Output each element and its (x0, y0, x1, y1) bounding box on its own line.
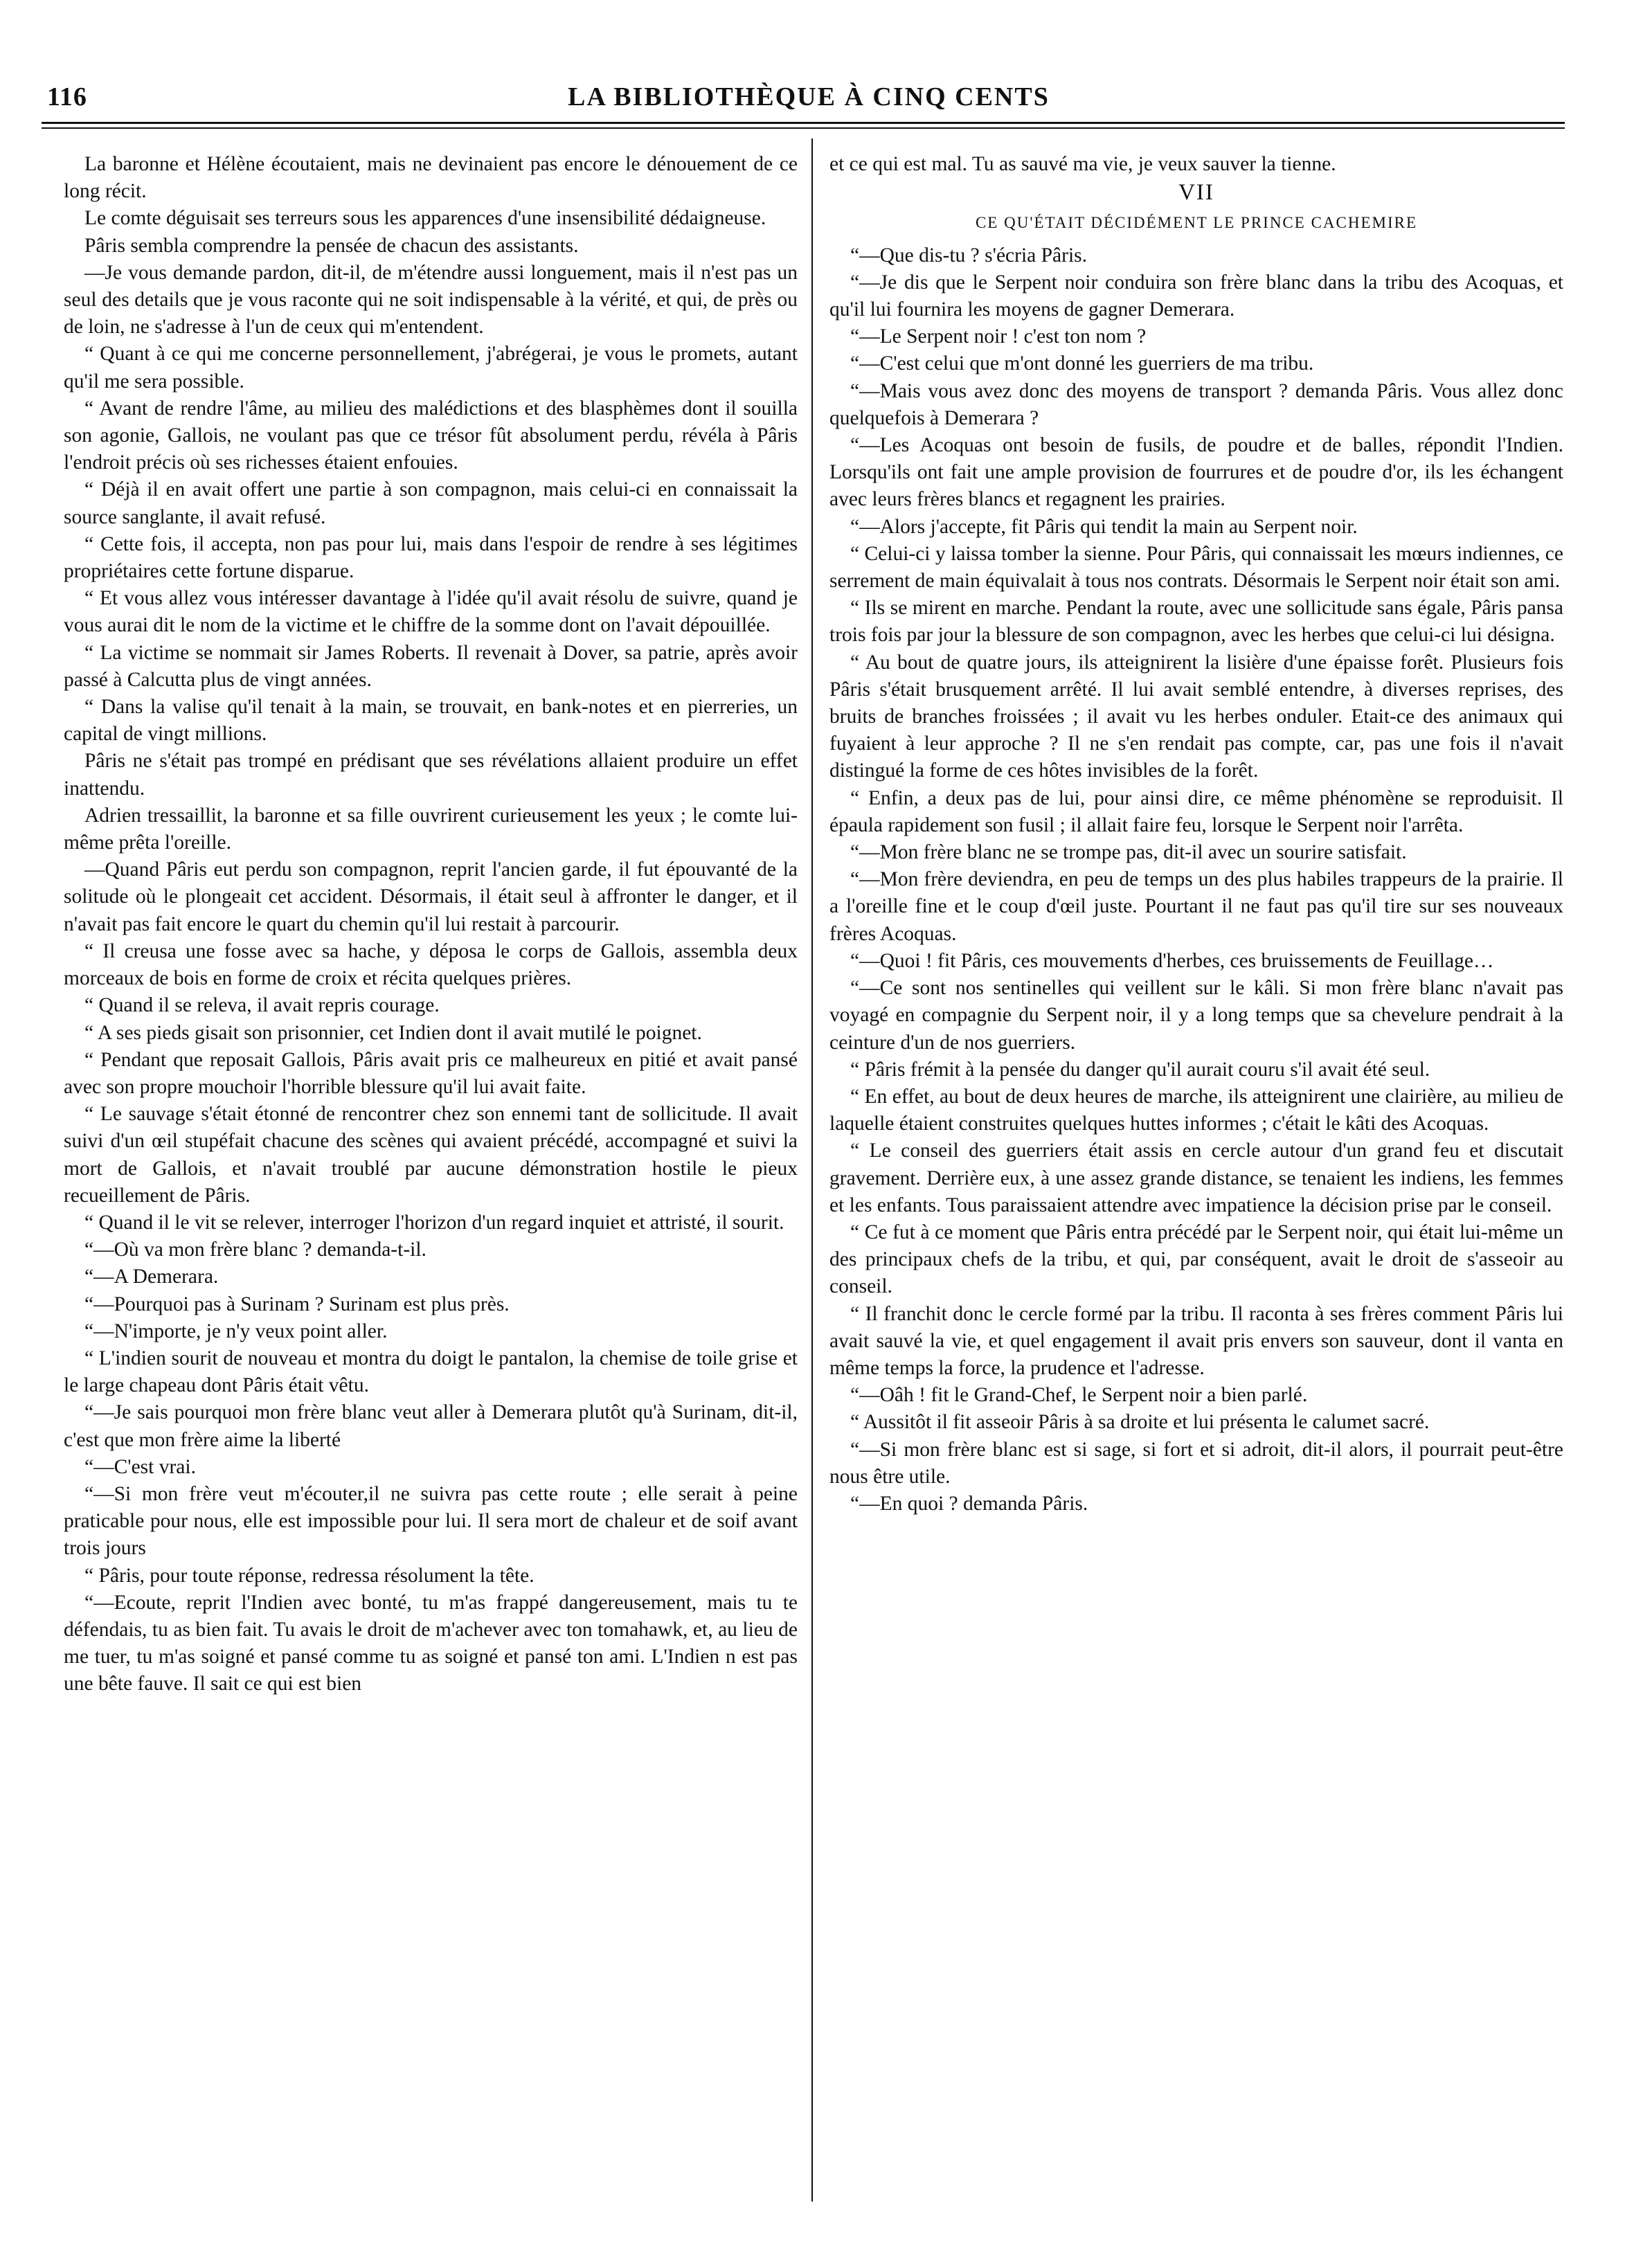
paragraph: “—Alors j'accepte, fit Pâris qui tendit la main au Serpent noir. (850, 515, 1358, 538)
paragraph: Pâris sembla comprendre la pensée de chacun des assistants. (84, 234, 579, 257)
paragraph: “—C'est vrai. (84, 1455, 196, 1478)
paragraph: “ Ce fut à ce moment que Pâris entra précédé par le Serpent noir, qui était lui-même un des principaux chefs de la tribu, et qui, par conséquent, avait le droit de s'asseoir au conseil. (829, 1221, 1563, 1298)
paragraph: “—Que dis-tu ? s'écria Pâris. (850, 244, 1088, 267)
paragraph: “ Dans la valise qu'il tenait à la main, se trouvait, en bank-notes et en pierreries, un capital de vingt millions. (64, 696, 798, 746)
page-header (42, 82, 1565, 125)
paragraph: “—Pourquoi pas à Surinam ? Surinam est plus près. (84, 1293, 510, 1315)
paragraph: “—C'est celui que m'ont donné les guerriers de ma tribu. (850, 352, 1314, 375)
paragraph: “—Si mon frère veut m'écouter,il ne suivra pas cette route ; elle serait à peine praticable pour nous, elle est impossible pour lui. Il sera mort de chaleur et de soif avant trois jours (64, 1482, 798, 1560)
paragraph: “—Mon frère blanc ne se trompe pas, dit-il avec un sourire satisfait. (850, 841, 1407, 864)
paragraph: Le comte déguisait ses terreurs sous les apparences d'une insensibilité dédaigneuse. (84, 207, 766, 230)
header-rule-secondary (42, 127, 1565, 129)
paragraph: “—A Demerara. (84, 1266, 219, 1288)
paragraph: “ Aussitôt il fit asseoir Pâris à sa droite et lui présenta le calumet sacré. (850, 1411, 1430, 1434)
paragraph: “ Celui-ci y laissa tomber la sienne. Pour Pâris, qui connaissait les mœurs indiennes, ce serrement de main équivalait à tous nos contrats. Désormais le Serpent noir était son ami. (829, 542, 1563, 593)
chapter-number: VII (1178, 180, 1214, 206)
paragraph: “ Déjà il en avait offert une partie à son compagnon, mais celui-ci en connaissait la source sanglante, il avait refusé. (64, 478, 798, 528)
paragraph: “ L'indien sourit de nouveau et montra du doigt le pantalon, la chemise de toile grise et le large chapeau dont Pâris était vêtu. (64, 1347, 798, 1397)
continued-paragraph: et ce qui est mal. Tu as sauvé ma vie, je veux sauver la tienne. (829, 153, 1336, 175)
paragraph: “—Si mon frère blanc est si sage, si fort et si adroit, dit-il alors, il pourrait peut-être nous être utile. (829, 1438, 1563, 1488)
paragraph: La baronne et Hélène écoutaient, mais ne devinaient pas encore le dénouement de ce long récit. (64, 153, 798, 203)
paragraph: “—Oâh ! fit le Grand-Chef, le Serpent noir a bien parlé. (850, 1384, 1308, 1407)
paragraph: —Je vous demande pardon, dit-il, de m'étendre aussi longuement, mais il n'est pas un seul des details que je vous raconte qui ne soit indispensable à la vérité, et qui, de près ou de loin, ne s'adresse à l'un de ceux qui m'entendent. (64, 261, 798, 339)
paragraph: “—En quoi ? demanda Pâris. (850, 1492, 1088, 1515)
paragraph: “—Mais vous avez donc des moyens de transport ? demanda Pâris. Vous allez donc quelquefois à Demerara ? (829, 379, 1563, 429)
page-number: 116 (47, 82, 87, 111)
paragraph: “—Mon frère deviendra, en peu de temps un des plus habiles trappeurs de la prairie. Il a l'oreille fine et le coup d'œil juste. Pourtant il ne faut pas qu'il tire sur ses nouveaux frères Acoquas. (829, 868, 1563, 945)
paragraph: “—Quoi ! fit Pâris, ces mouvements d'herbes, ces bruissements de Feuillage… (850, 949, 1494, 972)
chapter-title: CE QU'ÉTAIT DÉCIDÉMENT LE PRINCE CACHEMIRE (975, 214, 1418, 232)
paragraph: “ Quand il le vit se relever, interroger l'horizon d'un regard inquiet et attristé, il sourit. (84, 1211, 784, 1234)
paragraph: “ Avant de rendre l'âme, au milieu des malédictions et des blasphèmes dont il souilla son agonie, Gallois, ne voulant pas que ce trésor fût absolument perdu, révéla à Pâris l'endroit précis où ses richesses étaient enfouies. (64, 397, 798, 474)
paragraph: “ Ils se mirent en marche. Pendant la route, avec une sollicitude sans égale, Pâris pansa trois fois par jour la blessure de son compagnon, avec les herbes que celui-ci lui désigna. (829, 597, 1563, 647)
paragraph: “—Je dis que le Serpent noir conduira son frère blanc dans la tribu des Acoquas, et qu'il lui fournira les moyens de gagner Demerara. (829, 271, 1563, 321)
paragraph: “ En effet, au bout de deux heures de marche, ils atteignirent une clairière, au milieu de laquelle étaient construites quelques huttes informes ; c'était le kâti des Acoquas. (829, 1085, 1563, 1135)
paragraph: Pâris ne s'était pas trompé en prédisant que ses révélations allaient produire un effet inattendu. (64, 750, 798, 800)
paragraph: “ Enfin, a deux pas de lui, pour ainsi dire, ce même phénomène se reproduisit. Il épaula rapidement son fusil ; il allait faire feu, lorsque le Serpent noir l'arrêta. (829, 786, 1563, 836)
paragraph: “ Quant à ce qui me concerne personnellement, j'abrégerai, je vous le promets, autant qu'il me sera possible. (64, 343, 798, 393)
paragraph: “—Les Acoquas ont besoin de fusils, de poudre et de balles, répondit l'Indien. Lorsqu'ils ont fait une ample provision de fourrures et de poudre d'or, ils les échangent avec leurs frères blancs et regagnent les prairies. (829, 434, 1563, 511)
right-column (829, 151, 1563, 1518)
paragraph: “ Au bout de quatre jours, ils atteignirent la lisière d'une épaisse forêt. Plusieurs fois Pâris s'était brusquement arrêté. Il lui avait semblé entendre, à diverses reprises, des bruits de branches froissées ; il avait vu les herbes onduler. Etait-ce des animaux qui fuyaient à leur approche ? Il ne s'en rendait pas compte, car, pas une fois il n'avait distingué la forme de ces hôtes invisibles de la forêt. (829, 651, 1563, 782)
paragraph: —Quand Pâris eut perdu son compagnon, reprit l'ancien garde, il fut épouvanté de la solitude où le plongeait cet accident. Désormais, il était seul à affronter le danger, et il n'avait pas fait encore le quart du chemin qu'il lui restait à parcourir. (64, 858, 798, 935)
left-column (64, 151, 798, 1698)
running-title: LA BIBLIOTHÈQUE À CINQ CENTS (568, 82, 1050, 111)
paragraph: Adrien tressaillit, la baronne et sa fille ouvrirent curieusement les yeux ; le comte lui-même prêta l'oreille. (64, 804, 798, 854)
paragraph: “ Il creusa une fosse avec sa hache, y déposa le corps de Gallois, assembla deux morceaux de bois en forme de croix et récita quelques prières. (64, 939, 798, 990)
paragraph: “—N'importe, je n'y veux point aller. (84, 1320, 388, 1342)
column-divider (811, 138, 813, 2202)
paragraph: “—Je sais pourquoi mon frère blanc veut aller à Demerara plutôt qu'à Surinam, dit-il, c'est que mon frère aime la liberté (64, 1401, 798, 1451)
paragraph: “ Pâris, pour toute réponse, redressa résolument la tête. (84, 1564, 535, 1587)
paragraph: “ Le sauvage s'était étonné de rencontrer chez son ennemi tant de sollicitude. Il avait suivi d'un œil stupéfait chacune des scènes qui avaient précédé, accompagné et suivi la mort de Gallois, et n'avait troublé par aucune démonstration hostile le pieux recueillement de Pâris. (64, 1103, 798, 1207)
paragraph: “ Il franchit donc le cercle formé par la tribu. Il raconta à ses frères comment Pâris lui avait sauvé la vie, et quel engagement il avait pris envers son sauveur, dont il vanta en même temps la force, la prudence et l'adresse. (829, 1302, 1563, 1379)
paragraph: “ Et vous allez vous intéresser davantage à l'idée qu'il avait résolu de suivre, quand je vous aurai dit le nom de la victime et le chiffre de la somme dont on l'avait dépouillée. (64, 587, 798, 637)
paragraph: “ Le conseil des guerriers était assis en cercle autour d'un grand feu et discutait gravement. Derrière eux, à une assez grande distance, se tenaient les indiens, les femmes et les enfants. Tous paraissaient attendre avec impatience la décision prise par le conseil. (829, 1140, 1563, 1216)
paragraph: “ Pendant que reposait Gallois, Pâris avait pris ce malheureux en pitié et avait pansé avec son propre mouchoir l'horrible blessure qu'il lui avait faite. (64, 1048, 798, 1098)
paragraph: “—Le Serpent noir ! c'est ton nom ? (850, 325, 1147, 348)
paragraph: “ La victime se nommait sir James Roberts. Il revenait à Dover, sa patrie, après avoir passé à Calcutta plus de vingt années. (64, 641, 798, 691)
paragraph: “—Où va mon frère blanc ? demanda-t-il. (84, 1239, 427, 1261)
header-rule (42, 122, 1565, 124)
paragraph: “ Quand il se releva, il avait repris courage. (84, 994, 440, 1017)
paragraph: “ Pâris frémit à la pensée du danger qu'il aurait couru s'il avait été seul. (850, 1058, 1430, 1081)
paragraph: “ A ses pieds gisait son prisonnier, cet Indien dont il avait mutilé le poignet. (84, 1021, 702, 1044)
paragraph: “ Cette fois, il accepta, non pas pour lui, mais dans l'espoir de rendre à ses légitimes propriétaires cette fortune disparue. (64, 532, 798, 583)
paragraph: “—Ecoute, reprit l'Indien avec bonté, tu m'as frappé dangereusement, mais tu te défendais, tu as bien fait. Tu avais le droit de m'achever avec ton tomahawk, et, au lieu de me tuer, tu m'as soigné et pansé comme tu as soigné et pansé ton ami. L'Indien n est pas une bête fauve. Il sait ce qui est bien (64, 1591, 798, 1695)
paragraph: “—Ce sont nos sentinelles qui veillent sur le kâli. Si mon frère blanc n'avait pas voyagé en compagnie du Serpent noir, il y a long temps que sa chevelure pendrait à la ceinture d'un de nos guerriers. (829, 977, 1563, 1054)
